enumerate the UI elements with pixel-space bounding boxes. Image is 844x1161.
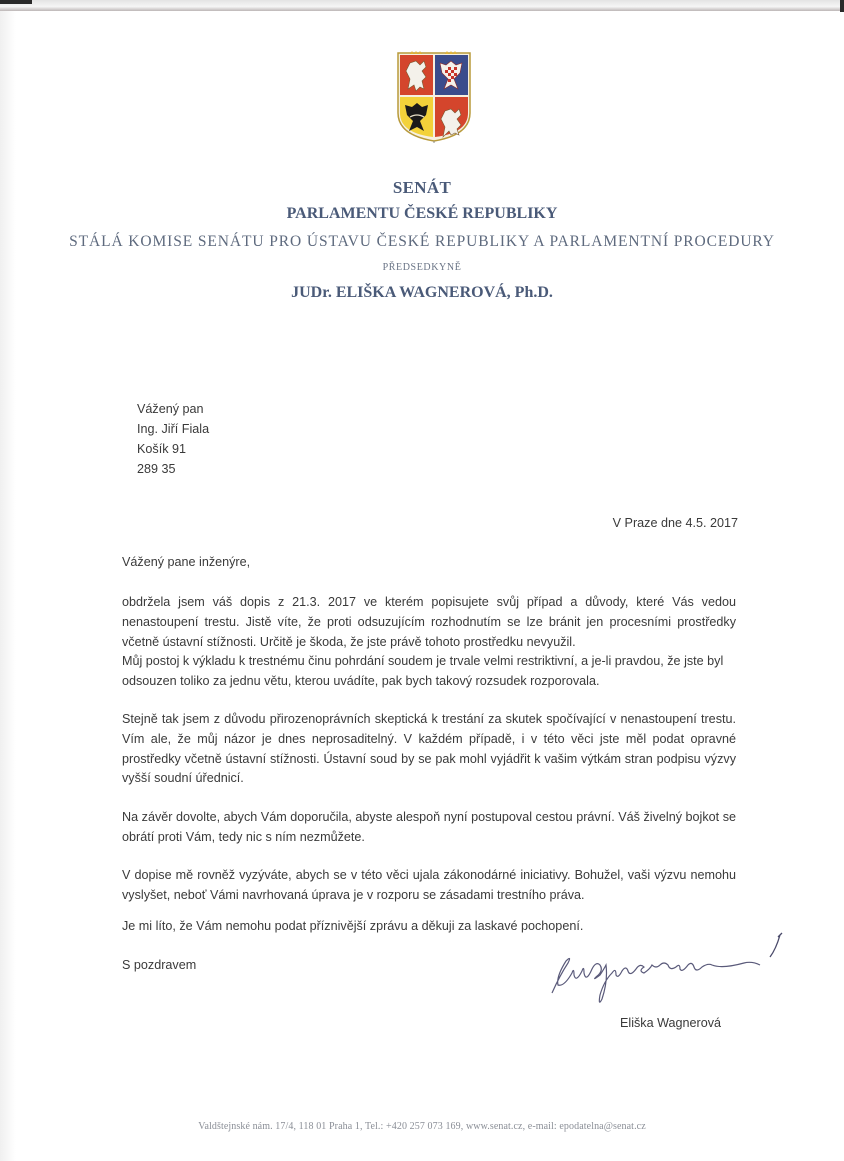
paragraph-3: Na závěr dovolte, abych Vám doporučila, abyste alespoň nyní postupoval cestou právní. Váš živelný bojkot se obrátí proti Vám, tedy nic s ním nezmůžete. <box>122 810 736 844</box>
paragraph-1 <box>122 593 736 692</box>
paragraph-text: obdržela jsem váš dopis z 21.3. 2017 ve kterém popisujete svůj případ a důvody, které Vás vedou nenastoupení trestu. Jistě víte, že proti odsuzujícím rozhodnutím se lze bránit jen procesními prostředky včetně ústavní stížnosti. Určitě je škoda, že jste právě tohoto prostředku nevyužil. <box>122 595 736 649</box>
paragraph-4: V dopise mě rovněž vyzýváte, abych se v této věci ujala zákonodárné iniciativy. Bohužel, vaši výzvu nemohu vyslyšet, neboť Vámi navrhovaná úprava je v rozporu se zásadami trestního práva. <box>122 868 736 902</box>
recipient-line: Košík 91 <box>137 442 187 456</box>
signer-name: Eliška Wagnerová <box>620 1016 722 1030</box>
scan-edge-corner <box>0 0 32 4</box>
scan-edge-top <box>0 0 844 11</box>
recipient-line: 289 35 <box>137 462 176 476</box>
letterhead-parliament: PARLAMENTU ČESKÉ REPUBLIKY <box>286 205 558 222</box>
salutation: Vážený pane inženýre, <box>122 555 251 569</box>
recipient-address <box>137 400 209 480</box>
letterhead-role: PŘEDSEDKYNĚ <box>382 262 462 273</box>
paragraph-5: Je mi líto, že Vám nemohu podat příznivější zprávu a děkuji za laskavé pochopení. <box>122 919 584 933</box>
letterhead-commission: STÁLÁ KOMISE SENÁTU PRO ÚSTAVU ČESKÉ REPUBLIKY A PARLAMENTNÍ PROCEDURY <box>69 233 775 250</box>
czech-coat-of-arms-icon <box>396 51 472 143</box>
handwritten-signature-icon <box>530 925 800 1015</box>
letterhead-senate: SENÁT <box>392 178 452 197</box>
closing: S pozdravem <box>122 958 197 972</box>
recipient-line: Vážený pan <box>137 402 204 416</box>
letterhead-name: JUDr. ELIŠKA WAGNEROVÁ, Ph.D. <box>291 284 553 301</box>
scan-edge-corner <box>840 0 844 12</box>
recipient-line: Ing. Jiří Fiala <box>137 422 210 436</box>
letter-date: V Praze dne 4.5. 2017 <box>612 516 738 530</box>
footer-contact: Valdštejnské nám. 17/4, 118 01 Praha 1, Tel.: +420 257 073 169, www.senat.cz, e-mail: epodatelna@senat.cz <box>198 1121 646 1132</box>
paragraph-text: Můj postoj k výkladu k trestnému činu pohrdání soudem je trvale velmi restriktivní, a je-li pravdou, že jste byl odsouzen toliko za jednu větu, kterou uvádíte, pak bych takový rozsudek rozporovala. <box>122 654 724 689</box>
paragraph-2: Stejně tak jsem z důvodu přirozenoprávních skeptická k trestání za skutek spočívající v nenastoupení trestu. Vím ale, že můj názor je dnes neprosaditelný. V každém případě, i v této věci jste měl podat opravné prostředky včetně ústavní stížnosti. Ústavní soud by se pak mohl vyjádřit k vašim výtkám stran podpisu výzvy vyšší soudní úřednicí. <box>122 712 736 786</box>
